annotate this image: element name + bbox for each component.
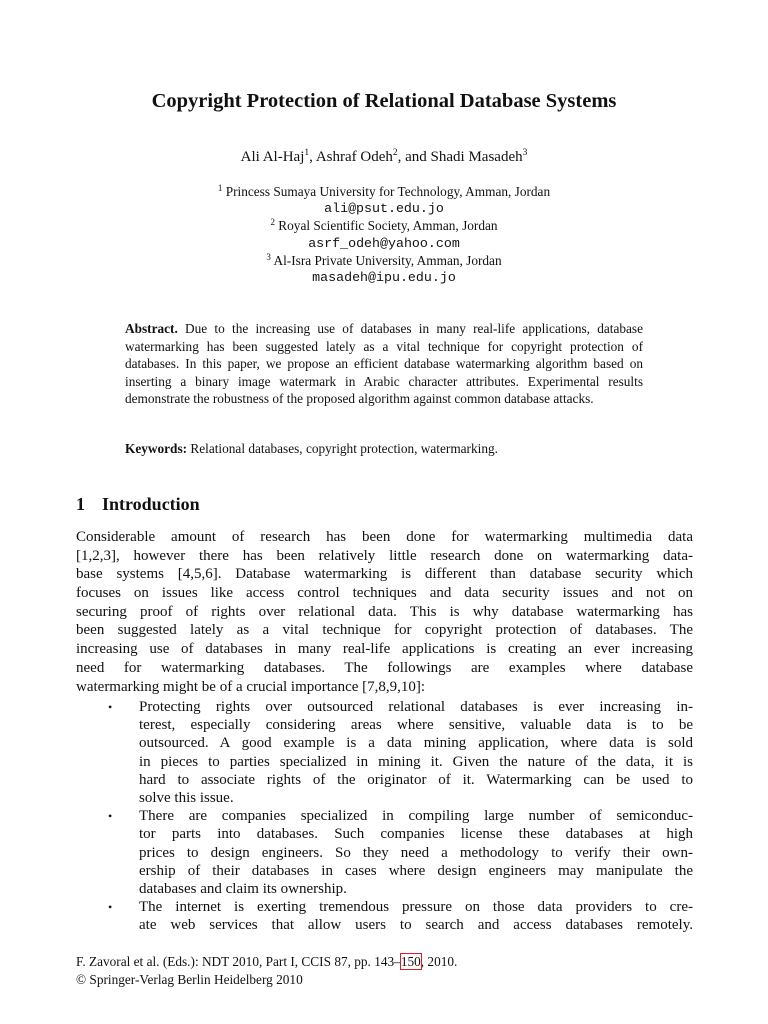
affiliation-org-line xyxy=(0,252,768,269)
bullet-line: databases and claim its ownership. xyxy=(139,880,347,897)
affiliation-email: asrf_odeh@yahoo.com xyxy=(308,235,460,251)
bullet-icon: • xyxy=(108,900,113,915)
section-heading xyxy=(76,492,200,516)
bullet-icon: • xyxy=(108,809,113,824)
bullet-line: The internet is exerting tremendous pressure on those data providers to cre- xyxy=(139,899,693,916)
affil-mark: 2 xyxy=(270,217,275,228)
bullet-list xyxy=(76,698,693,934)
intro-paragraph xyxy=(76,528,693,696)
paragraph-line: watermarking might be of a crucial importance [7,8,9,10]: xyxy=(76,678,426,695)
abstract-block xyxy=(125,320,643,408)
affiliation-email: masadeh@ipu.edu.jo xyxy=(312,270,456,286)
affiliation-email: ali@psut.edu.jo xyxy=(324,201,444,217)
bullet-item xyxy=(76,698,693,807)
paragraph-line: Considerable amount of research has been done for watermarking multimedia data xyxy=(76,529,693,545)
bullet-line: solve this issue. xyxy=(139,789,234,806)
affiliation-org: Princess Sumaya University for Technology, Amman, Jordan xyxy=(225,184,551,199)
bullet-item xyxy=(76,807,693,898)
author-affil-mark: 1 xyxy=(304,148,310,158)
paragraph-line: securing proof of rights over relational data. This is why database watermarking has xyxy=(76,603,693,620)
paragraph-line: been suggested lately as a vital technique for copyright protection of databases. The xyxy=(76,622,693,639)
citation-line xyxy=(76,953,457,971)
paragraph-line: focuses on issues like access control techniques and data security issues and not on xyxy=(76,585,693,602)
affiliation-org: Al-Isra Private University, Amman, Jordan xyxy=(273,252,502,268)
bullet-line: tor parts into databases. Such companies license these databases at high xyxy=(139,826,693,843)
bullet-line: There are companies specialized in compiling large number of semiconduc- xyxy=(139,808,693,825)
paper-title: Copyright Protection of Relational Database Systems xyxy=(151,90,617,112)
bullet-line: ership of their databases in cases where design engineers may manipulate the xyxy=(139,862,693,879)
affil-mark: 1 xyxy=(217,183,223,193)
bullet-icon: • xyxy=(108,700,113,714)
keywords-text: Relational databases, copyright protection, watermarking. xyxy=(190,441,498,456)
keywords-block xyxy=(125,440,643,458)
bullet-line: ate web services that allow users to search and access databases remotely. xyxy=(139,917,693,934)
abstract-text: Due to the increasing use of databases in many real-life applications, database watermarking has been suggested lately as a vital technique for copyright protection of databases. In this paper, we propose an efficient database watermarking algorithm based on inserting a binary image watermark in Arabic character attributes. Experimental results demonstrate the robustness of the proposed algorithm against common database attacks. xyxy=(125,321,643,407)
section-number: 1 xyxy=(76,494,85,514)
citation-suffix: , 2010. xyxy=(420,954,458,969)
author-separator: , xyxy=(309,149,316,165)
author-name: Ali Al-Haj xyxy=(240,149,305,165)
bullet-line: hard to associate rights of the originator of it. Watermarking can be used to xyxy=(139,771,693,788)
bullet-line: in pieces to parties specialized in mining it. Given the nature of the data, it is xyxy=(139,753,693,770)
page-footer xyxy=(76,953,457,988)
paragraph-line: [1,2,3], however there has been relatively little research done on watermarking data- xyxy=(76,547,693,564)
author-name: Ashraf Odeh xyxy=(315,149,393,165)
author-separator: , and xyxy=(397,149,431,165)
affiliation-org: Royal Scientific Society, Amman, Jordan xyxy=(278,218,498,234)
copyright-line: © Springer-Verlag Berlin Heidelberg 2010 xyxy=(76,971,303,987)
author-name: Shadi Masadeh xyxy=(430,149,523,165)
bullet-line: outsourced. A good example is a data mining application, where data is sold xyxy=(139,735,693,752)
author-affil-mark: 2 xyxy=(392,148,398,158)
bullet-line: Protecting rights over outsourced relational databases is ever increasing in- xyxy=(139,699,693,715)
citation-prefix: F. Zavoral et al. (Eds.): NDT 2010, Part I, CCIS 87, pp. 143– xyxy=(76,954,401,969)
keywords-label: Keywords: xyxy=(125,441,188,456)
paragraph-line: increasing use of databases in many real-life applications is creating an ever increasing xyxy=(76,641,693,658)
abstract-label: Abstract. xyxy=(125,321,178,336)
affiliation-org-line xyxy=(0,217,768,234)
bullet-line: prices to design engineers. So they need a methodology to verify their own- xyxy=(139,844,693,861)
affiliation-org-line xyxy=(0,183,768,200)
affil-mark: 3 xyxy=(266,251,271,262)
paragraph-line: need for watermarking databases. The followings are examples where database xyxy=(76,659,693,676)
author-list xyxy=(0,147,768,167)
author-affil-mark: 3 xyxy=(522,148,528,158)
bullet-item xyxy=(76,898,693,934)
bullet-line: terest, especially considering areas where sensitive, valuable data is to be xyxy=(139,717,693,734)
section-title: Introduction xyxy=(102,494,200,514)
page-end-highlight[interactable]: 150 xyxy=(400,954,421,969)
paragraph-line: base systems [4,5,6]. Database watermarking is different than database security which xyxy=(76,566,693,583)
affiliation-list xyxy=(0,183,768,286)
